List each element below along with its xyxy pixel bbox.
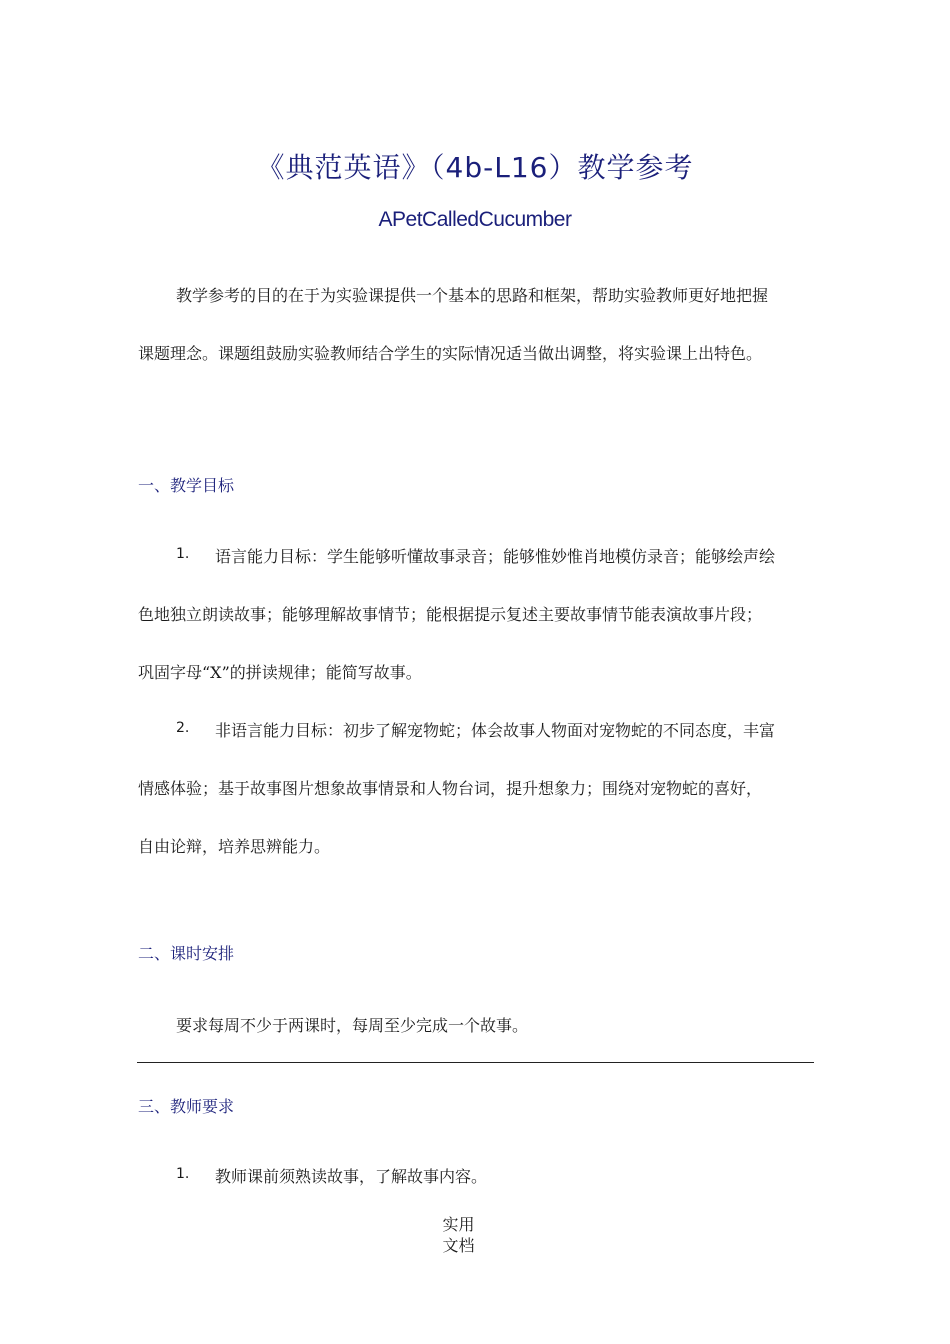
section-heading-objectives: 一、教学目标 — [138, 476, 235, 495]
footer-line-1: 实用 — [442, 1215, 475, 1234]
schedule-text: 要求每周不少于两课时，每周至少完成一个故事。 — [176, 1016, 529, 1035]
list-number: 1. — [176, 546, 190, 562]
list-number: 2. — [176, 720, 190, 736]
objective-1-line-1: 语言能力目标：学生能够听懂故事录音；能够惟妙惟肖地模仿录音；能够绘声绘 — [215, 547, 776, 566]
horizontal-divider — [137, 1062, 814, 1063]
objective-1-line-2: 色地独立朗读故事；能够理解故事情节；能根据提示复述主要故事情节能表演故事片段； — [138, 605, 763, 624]
intro-line-2: 课题理念。课题组鼓励实验教师结合学生的实际情况适当做出调整，将实验课上出特色。 — [138, 344, 763, 363]
objective-2-line-1: 非语言能力目标：初步了解宠物蛇；体会故事人物面对宠物蛇的不同态度，丰富 — [215, 721, 776, 740]
objective-1-line-3: 巩固字母“X”的拼读规律；能简写故事。 — [138, 663, 422, 682]
objective-2-line-3: 自由论辩，培养思辨能力。 — [138, 837, 331, 856]
list-number: 1. — [176, 1166, 190, 1182]
objective-2-line-2: 情感体验；基于故事图片想象故事情景和人物台词，提升想象力；围绕对宠物蛇的喜好， — [138, 779, 763, 798]
section-heading-teacher-requirements: 三、教师要求 — [138, 1097, 235, 1116]
teacher-requirement-1: 教师课前须熟读故事，了解故事内容。 — [215, 1167, 488, 1186]
section-heading-schedule: 二、课时安排 — [138, 944, 235, 963]
document-subtitle: APetCalledCucumber — [378, 208, 572, 231]
document-title: 《典范英语》（4b-L16）教学参考 — [256, 151, 694, 184]
footer-line-2: 文档 — [442, 1236, 475, 1255]
page-footer — [0, 1214, 917, 1256]
intro-line-1: 教学参考的目的在于为实验课提供一个基本的思路和框架，帮助实验教师更好地把握 — [176, 286, 769, 305]
